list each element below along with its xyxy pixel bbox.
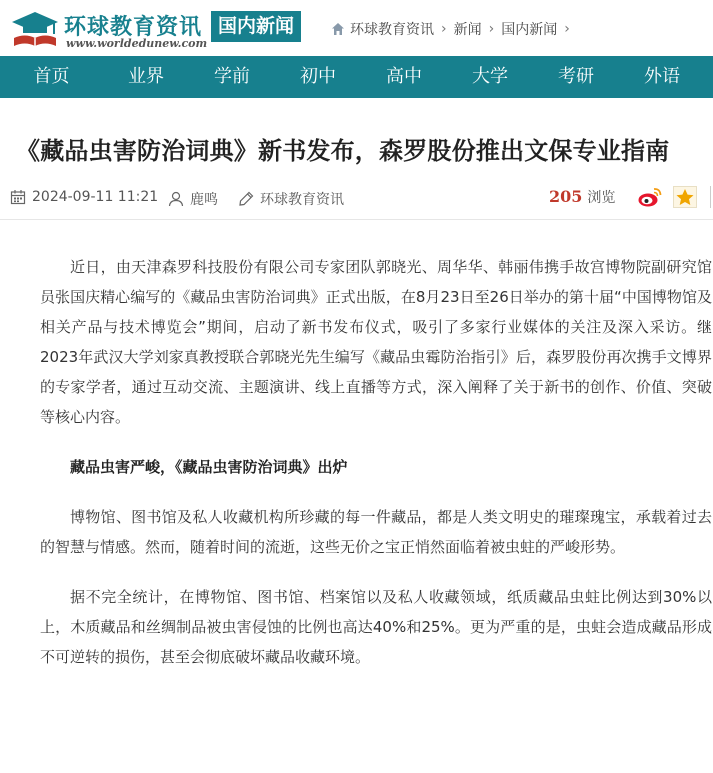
- view-count-label: 浏览: [587, 190, 616, 206]
- paragraph: 博物馆、图书馆及私人收藏机构所珍藏的每一件藏品，都是人类文明史的璀璨瑰宝，承载着过去的智慧与情感。然而，随着时间的流逝，这些无价之宝正悄然面临着被虫蛀的严峻形势。: [40, 508, 712, 556]
- nav-item-postgraduate[interactable]: 考研: [558, 66, 594, 87]
- weibo-icon[interactable]: [637, 186, 663, 208]
- nav-item-university[interactable]: 大学: [472, 66, 508, 87]
- main-nav: [0, 56, 713, 98]
- article-body: [40, 252, 712, 692]
- breadcrumb-item-home[interactable]: 环球教育资讯: [350, 22, 434, 38]
- breadcrumb-item-domestic[interactable]: 国内新闻: [501, 22, 558, 38]
- nav-item-preschool[interactable]: 学前: [214, 66, 250, 87]
- graduation-cap-book-icon: [10, 10, 60, 50]
- nav-item-industry[interactable]: 业界: [128, 66, 164, 87]
- pen-icon: [238, 191, 254, 207]
- nav-item-home[interactable]: 首页: [33, 66, 70, 87]
- source-name[interactable]: 环球教育资讯: [260, 192, 344, 208]
- nav-item-senior-high[interactable]: 高中: [386, 66, 422, 87]
- view-count-number: 205: [549, 187, 583, 206]
- site-logo[interactable]: [10, 8, 210, 50]
- article-meta: [10, 186, 713, 210]
- nav-item-foreign-language[interactable]: 外语: [644, 66, 680, 87]
- calendar-icon: [10, 189, 26, 205]
- author-name[interactable]: 鹿鸣: [190, 192, 218, 208]
- section-heading: 藏品虫害严峻，《藏品虫害防治词典》出炉: [70, 458, 348, 476]
- breadcrumb-item-news[interactable]: 新闻: [453, 22, 482, 38]
- site-header: [0, 0, 713, 56]
- breadcrumb: [331, 19, 577, 39]
- article-title: 《藏品虫害防治词典》新书发布，森罗股份推出文保专业指南: [16, 137, 670, 165]
- nav-item-junior-high[interactable]: 初中: [300, 66, 336, 87]
- home-icon[interactable]: [331, 22, 345, 36]
- chevron-right-icon: ›: [441, 21, 447, 37]
- star-icon[interactable]: [673, 186, 697, 208]
- source: [238, 189, 344, 209]
- chevron-right-icon: ›: [564, 21, 570, 37]
- paragraph: 据不完全统计，在博物馆、图书馆、档案馆以及私人收藏领域，纸质藏品虫蛀比例达到30%以上，木质藏品和丝绸制品被虫害侵蚀的比例也高达40%和25%。更为严重的是，虫蛀会造成藏品形成不可逆转的损伤，甚至会彻底破坏藏品收藏环境。: [40, 588, 712, 666]
- view-count: [549, 187, 615, 207]
- author: [168, 189, 218, 209]
- publish-date-text: 2024-09-11 11:21: [32, 189, 159, 205]
- person-icon: [168, 191, 184, 207]
- paragraph: 近日，由天津森罗科技股份有限公司专家团队郭晓光、周华华、韩丽伟携手故宫博物院副研究馆员张国庆精心编写的《藏品虫害防治词典》正式出版，在8月23日至26日举办的第十届“中国博物馆及相关产品与技术博览会”期间，启动了新书发布仪式，吸引了多家行业媒体的关注及深入采访。继2023年武汉大学刘家真教授联合郭晓光先生编写《藏品虫霉防治指引》后，森罗股份再次携手文博界的专家学者，通过互动交流、主题演讲、线上直播等方式，深入阐释了关于新书的创作、价值、突破等核心内容。: [40, 258, 712, 426]
- divider: [0, 219, 713, 220]
- publish-date: [10, 189, 158, 205]
- site-name: 环球教育资讯: [64, 15, 203, 40]
- chevron-right-icon: ›: [488, 21, 495, 37]
- section-badge[interactable]: 国内新闻: [211, 11, 301, 42]
- site-url: www.worldedunew.com: [66, 37, 208, 50]
